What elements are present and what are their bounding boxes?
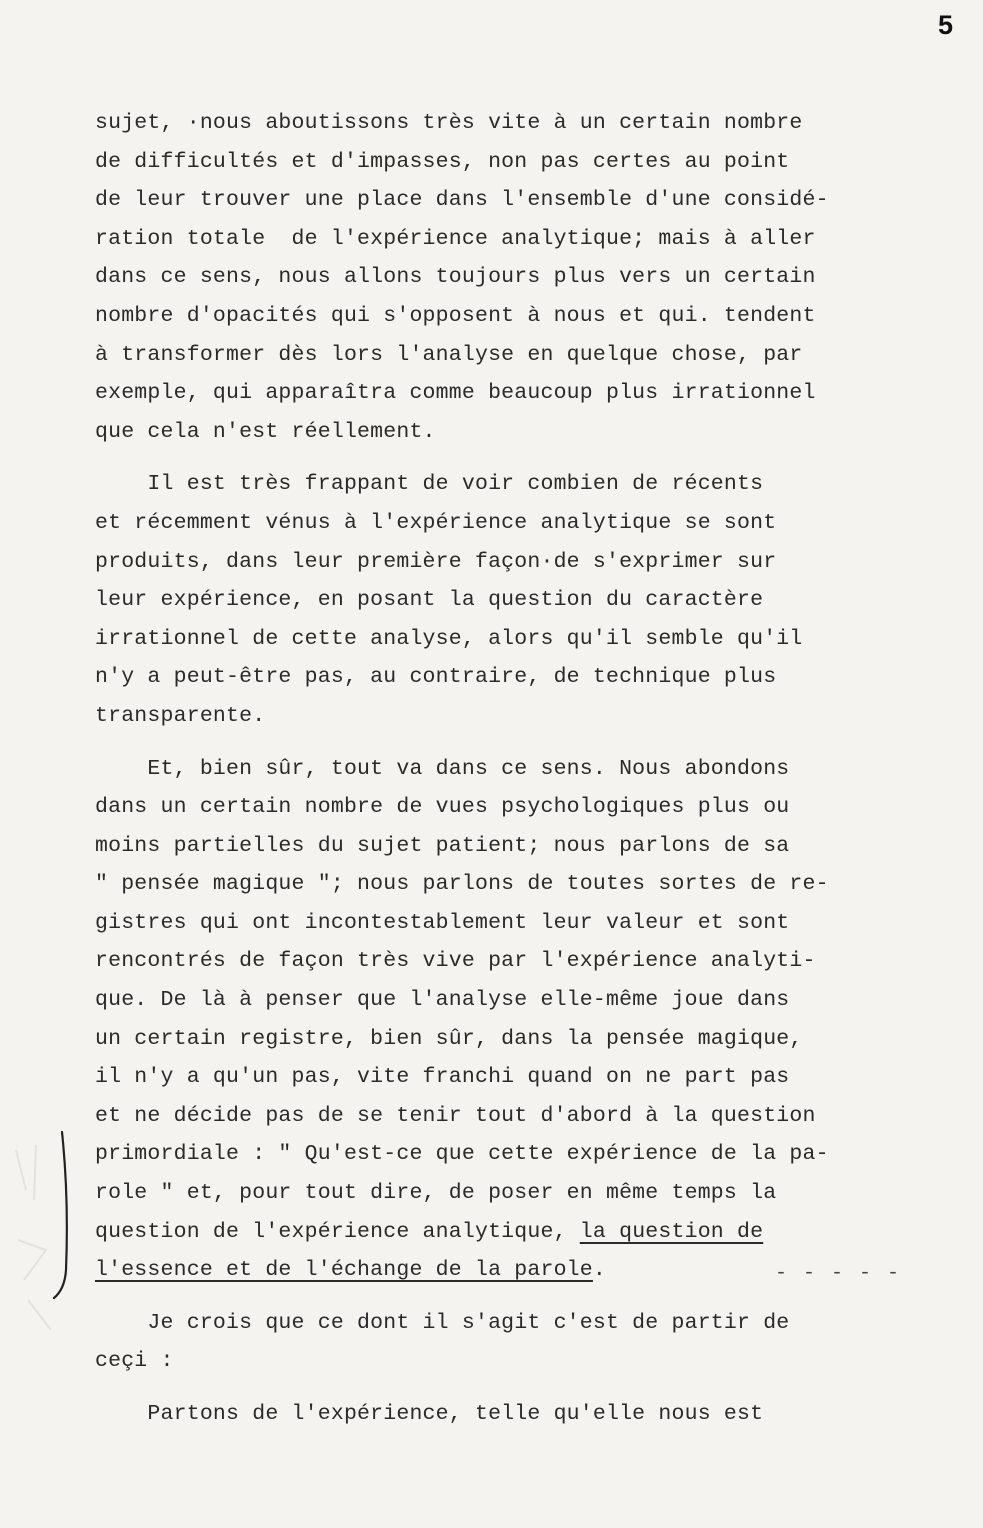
text-line: Et, bien sûr, tout va dans ce sens. Nous abondons	[95, 756, 790, 781]
text-line: dans ce sens, nous allons toujours plus vers un certain	[95, 265, 816, 290]
text-line: ceçi :	[95, 1349, 174, 1374]
text-line: role " et, pour tout dire, de poser en même temps la	[95, 1181, 777, 1206]
text-line: de leur trouver une place dans l'ensemble d'une considé-	[95, 188, 829, 213]
text-line: sujet, ·nous aboutissons très vite à un certain nombre	[95, 111, 803, 135]
text-segment: question de l'expérience analytique,	[95, 1219, 580, 1244]
text-line: moins partielles du sujet patient; nous parlons de sa	[95, 833, 790, 858]
text-line: " pensée magique "; nous parlons de toutes sortes de re-	[95, 872, 829, 897]
text-line: un certain registre, bien sûr, dans la pensée magique,	[95, 1026, 803, 1051]
underlined-text: la question de	[579, 1219, 764, 1244]
text-line: de difficultés et d'impasses, non pas certes au point	[95, 149, 790, 174]
text-line: et récemment vénus à l'expérience analytique se sont	[95, 510, 777, 535]
text-line: Il est très frappant de voir combien de récents	[95, 472, 764, 497]
page-number: 5	[937, 10, 953, 40]
text-line: et ne décide pas de se tenir tout d'abord à la question	[95, 1103, 816, 1128]
text-line: que. De là à penser que l'analyse elle-même joue dans	[95, 988, 790, 1013]
text-line: nombre d'opacités qui s'opposent à nous et qui. tendent	[95, 303, 816, 328]
text-line: rencontrés de façon très vive par l'expérience analyti-	[95, 949, 816, 974]
text-line: à transformer dès lors l'analyse en quelque chose, par	[95, 342, 803, 367]
text-segment: .	[592, 1258, 606, 1283]
text-line: que cela n'est réellement.	[95, 419, 436, 444]
text-line: leur expérience, en posant la question du caractère	[95, 588, 764, 613]
text-line-mixed	[95, 1251, 965, 1290]
underlined-text: l'essence et de l'échange de la parole	[95, 1258, 593, 1283]
text-line: il n'y a qu'un pas, vite franchi quand on ne part pas	[95, 1065, 790, 1090]
text-line: ration totale de l'expérience analytique; mais à aller	[95, 226, 816, 251]
margin-bracket-mark	[50, 1130, 80, 1300]
paragraph	[95, 1395, 965, 1434]
text-line: exemple, qui apparaîtra comme beaucoup plus irrationnel	[95, 381, 816, 406]
text-line: dans un certain nombre de vues psychologiques plus ou	[95, 795, 790, 820]
body-text	[95, 104, 965, 1434]
margin-dash-mark: - - - - -	[775, 1262, 902, 1285]
text-line: irrationnel de cette analyse, alors qu'il semble qu'il	[95, 626, 803, 651]
text-line: primordiale : " Qu'est-ce que cette expérience de la pa-	[95, 1142, 829, 1167]
paragraph	[95, 465, 965, 735]
text-line: gistres qui ont incontestablement leur valeur et sont	[95, 910, 790, 935]
text-line: n'y a peut-être pas, au contraire, de technique plus	[95, 665, 777, 690]
text-line: produits, dans leur première façon·de s'exprimer sur	[95, 549, 777, 574]
text-line: transparente.	[95, 703, 266, 728]
text-line: Partons de l'expérience, telle qu'elle nous est	[95, 1402, 764, 1426]
text-line: Je crois que ce dont il s'agit c'est de partir de	[95, 1310, 790, 1335]
text-line-mixed	[95, 1213, 965, 1252]
paragraph	[95, 104, 965, 451]
paragraph	[95, 750, 965, 1290]
paragraph	[95, 1304, 965, 1381]
